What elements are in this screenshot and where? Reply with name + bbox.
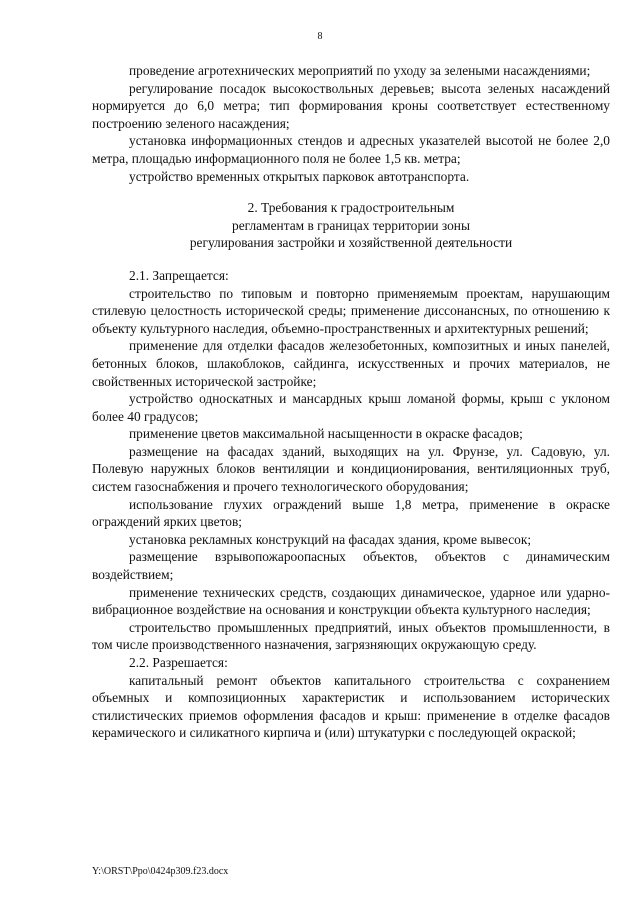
prohibited-heading: 2.1. Запрещается: [129,267,229,283]
document-body [92,62,610,742]
list-item: регулирование посадок высокоствольных деревьев; высота зеленых насаждений нормируется до 6,0 метра; тип формирования кроны соответствует естественному построению зеленого насаждения; [92,80,610,131]
list-item: применение цветов максимальной насыщенности в окраске фасадов; [129,426,523,442]
permitted-section [92,654,610,742]
section-title [92,199,610,252]
section-title-line: регламентам в границах территории зоны [232,217,470,233]
page-number: 8 [317,31,323,42]
permitted-heading: 2.2. Разрешается: [129,655,228,670]
list-item: устройство временных открытых парковок автотранспорта. [129,168,470,184]
list-item: проведение агротехнических мероприятий по уходу за зелеными насаждениями; [129,63,591,78]
list-item: устройство односкатных и мансардных крыш ломаной формы, крыш с уклоном более 40 градусов; [92,391,610,424]
list-item: установка информационных стендов и адресных указателей высотой не более 2,0 метра, площадью информационного поля не более 1,5 кв. метра; [92,133,610,166]
list-item: капитальный ремонт объектов капитального строительства с сохранением объемных и композиционных характеристик и использованием исторических стилистических приемов оформления фасадов и крыш: применение в отделке фасадов керамического и силикатного кирпича и (или) штукатурки с последующей окраской; [92,672,610,741]
list-item: строительство по типовым и повторно применяемым проектам, нарушающим стилевую целостность исторической среды; применение диссонансных, по отношению к объекту культурного наследия, объемно-пространственных и архитектурных решений; [92,285,610,336]
list-item: применение для отделки фасадов железобетонных, композитных и иных панелей, бетонных блоков, шлакоблоков, сайдинга, искусственных и прочих материалов, не свойственных исторической застройке; [92,338,610,389]
footer-file-path: Y:\ORST\Ppo\0424p309.f23.docx [92,866,229,877]
section-title-line: 2. Требования к градостроительным [247,200,455,216]
list-item: строительство промышленных предприятий, иных объектов промышленности, в том числе производственного назначения, загрязняющих окружающую среду. [92,619,610,653]
list-item: размещение на фасадах зданий, выходящих на ул. Фрунзе, ул. Садовую, ул. Полевую наружных блоков вентиляции и кондиционирования, вентиляционных труб, систем газоснабжения и прочего технологического оборудования; [92,443,610,495]
list-item: установка рекламных конструкций на фасадах здания, кроме вывесок; [129,531,532,547]
list-item: использование глухих ограждений выше 1,8 метра, применение в окраске ограждений ярких цветов; [92,496,610,530]
section-title-line: регулирования застройки и хозяйственной деятельности [189,235,513,251]
intro-list [92,62,610,185]
list-item: применение технических средств, создающих динамическое, ударное или ударно-вибрационное воздействие на основания и конструкции объекта культурного наследия; [92,584,610,618]
list-item: размещение взрывопожароопасных объектов, объектов с динамическим воздействием; [92,549,610,583]
prohibited-section [92,267,610,654]
